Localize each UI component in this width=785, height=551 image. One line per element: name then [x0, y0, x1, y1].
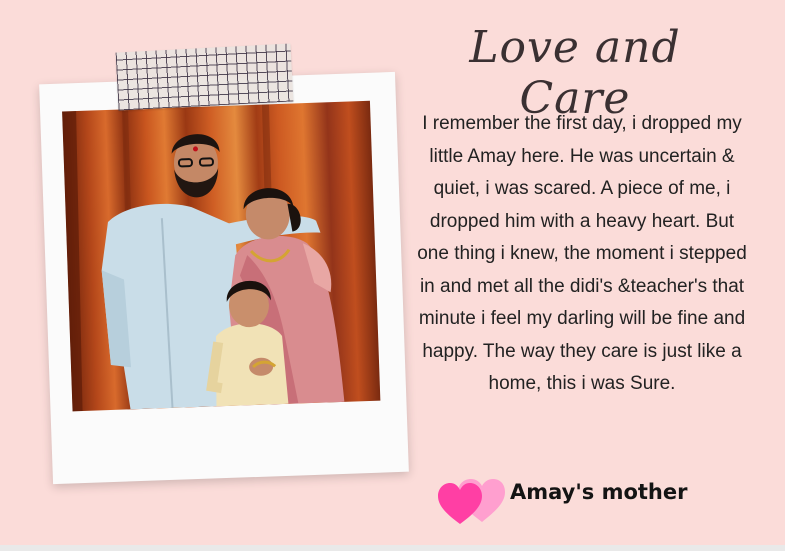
- testimonial-text: I remember the first day, i dropped my little Amay here. He was uncertain & quiet, i was scared. A piece of me, i dropped him with a heavy heart. But one thing i knew, the moment i stepped in and met all the didi's &teacher's that minute i feel my darling will be fine and happy. The way they care is just like a home, this i was Sure.: [417, 113, 747, 394]
- two-hearts-icon: [436, 474, 506, 526]
- grid-tape: [116, 43, 294, 110]
- card-title: Love and Care: [469, 22, 681, 124]
- polaroid-frame: [39, 72, 409, 484]
- author-name: Amay's mother: [510, 480, 688, 504]
- family-photo: [62, 101, 380, 412]
- family-photo-illustration: [62, 101, 380, 412]
- signature: [436, 474, 736, 526]
